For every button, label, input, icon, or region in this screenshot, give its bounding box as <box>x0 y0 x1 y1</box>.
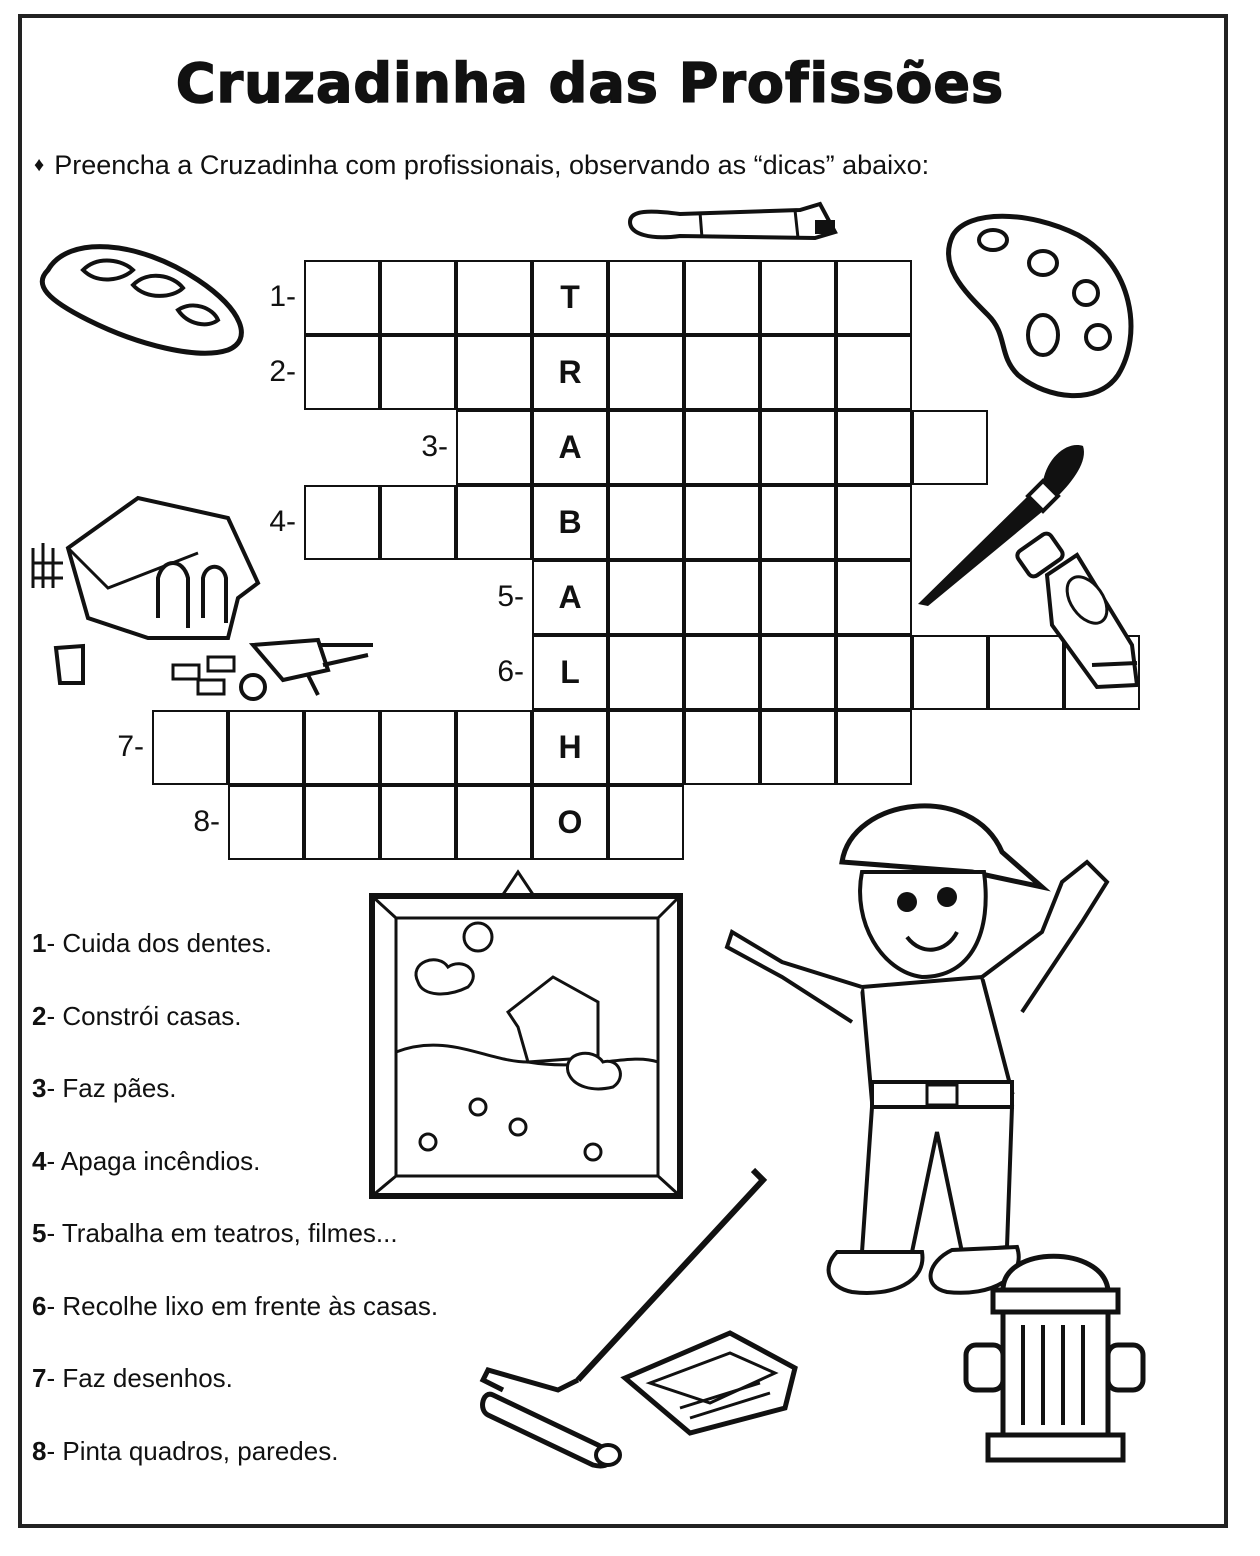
blank-cell[interactable] <box>228 710 304 785</box>
blank-cell[interactable] <box>304 485 380 560</box>
clue-number-label: 8- <box>193 805 220 838</box>
blank-cell[interactable] <box>760 410 836 485</box>
blank-cell[interactable] <box>152 710 228 785</box>
blank-cell[interactable] <box>608 335 684 410</box>
clue-text: - Cuida dos dentes. <box>46 928 272 958</box>
blank-cell[interactable] <box>684 410 760 485</box>
paint-tube-icon <box>620 192 845 252</box>
clue-item <box>32 1073 177 1104</box>
clue-number: 4 <box>32 1145 47 1176</box>
blank-cell[interactable] <box>836 260 912 335</box>
clue-number-label: 4- <box>269 505 296 538</box>
blank-cell[interactable] <box>380 710 456 785</box>
key-letter-cell: L <box>532 635 608 710</box>
clue-number: 3 <box>32 1073 47 1103</box>
clue-number: 1 <box>32 928 47 958</box>
clue-number-label: 5- <box>497 580 524 613</box>
blank-cell[interactable] <box>304 260 380 335</box>
clue-text: - Faz desenhos. <box>46 1363 233 1393</box>
clue-item <box>32 1146 260 1177</box>
blank-cell[interactable] <box>456 410 532 485</box>
blank-cell[interactable] <box>456 710 532 785</box>
page-title: Cruzadinha das Profissões <box>175 52 1005 115</box>
clue-item <box>32 1218 398 1249</box>
blank-cell[interactable] <box>836 410 912 485</box>
blank-cell[interactable] <box>684 485 760 560</box>
instruction-label: Preencha a Cruzadinha com profissionais, observando as “dicas” abaixo: <box>54 150 930 180</box>
key-letter-cell: O <box>532 785 608 860</box>
key-letter-cell: H <box>532 710 608 785</box>
clue-text: - Apaga incêndios. <box>46 1145 261 1176</box>
blank-cell[interactable] <box>836 560 912 635</box>
paint-palette-icon <box>938 205 1148 405</box>
clue-number-label: 6- <box>497 655 524 688</box>
clue-text: - Trabalha em teatros, filmes... <box>46 1218 398 1248</box>
clue-text: - Pinta quadros, paredes. <box>46 1435 339 1466</box>
clue-item <box>32 928 272 959</box>
bread-icon <box>28 230 253 360</box>
blank-cell[interactable] <box>608 260 684 335</box>
blank-cell[interactable] <box>760 335 836 410</box>
clue-number-label: 7- <box>117 730 144 763</box>
clue-item <box>32 1436 338 1467</box>
clue-item <box>32 1291 438 1322</box>
clue-number: 7 <box>32 1363 47 1393</box>
clue-number-label: 2- <box>269 355 296 388</box>
blank-cell[interactable] <box>760 485 836 560</box>
blank-cell[interactable] <box>608 710 684 785</box>
key-letter-cell: R <box>532 335 608 410</box>
clue-number: 5 <box>32 1218 47 1248</box>
clue-number: 8 <box>32 1435 47 1466</box>
clue-number: 6 <box>32 1290 47 1321</box>
clue-text: - Faz pães. <box>46 1073 177 1103</box>
blank-cell[interactable] <box>760 635 836 710</box>
key-letter-cell: A <box>532 560 608 635</box>
blank-cell[interactable] <box>304 335 380 410</box>
dustpan-icon <box>620 1328 805 1438</box>
blank-cell[interactable] <box>684 560 760 635</box>
blank-cell[interactable] <box>608 410 684 485</box>
blank-cell[interactable] <box>836 485 912 560</box>
clue-item <box>32 1001 242 1032</box>
blank-cell[interactable] <box>836 335 912 410</box>
blank-cell[interactable] <box>380 335 456 410</box>
blank-cell[interactable] <box>760 260 836 335</box>
bullet-icon: ♦ <box>34 154 45 176</box>
blank-cell[interactable] <box>456 785 532 860</box>
clue-text: - Recolhe lixo em frente às casas. <box>46 1290 439 1321</box>
blank-cell[interactable] <box>912 635 988 710</box>
blank-cell[interactable] <box>608 485 684 560</box>
key-letter-cell: B <box>532 485 608 560</box>
blank-cell[interactable] <box>608 560 684 635</box>
blank-cell[interactable] <box>304 785 380 860</box>
blank-cell[interactable] <box>304 710 380 785</box>
blank-cell[interactable] <box>608 785 684 860</box>
blank-cell[interactable] <box>380 785 456 860</box>
clue-number-label: 3- <box>421 430 448 463</box>
blank-cell[interactable] <box>456 260 532 335</box>
blank-cell[interactable] <box>456 485 532 560</box>
fire-hydrant-icon <box>958 1235 1148 1470</box>
key-letter-cell: T <box>532 260 608 335</box>
blank-cell[interactable] <box>684 260 760 335</box>
clue-number-label: 1- <box>269 280 296 313</box>
wheelbarrow-icon <box>168 625 378 705</box>
clue-item <box>32 1363 233 1394</box>
clue-text: - Constrói casas. <box>46 1000 242 1031</box>
paint-tube-small-icon <box>1012 525 1147 695</box>
clue-number: 2 <box>32 1000 47 1031</box>
blank-cell[interactable] <box>684 335 760 410</box>
blank-cell[interactable] <box>608 635 684 710</box>
blank-cell[interactable] <box>228 785 304 860</box>
instruction-text <box>34 150 929 181</box>
blank-cell[interactable] <box>760 560 836 635</box>
blank-cell[interactable] <box>836 635 912 710</box>
blank-cell[interactable] <box>380 485 456 560</box>
blank-cell[interactable] <box>380 260 456 335</box>
framed-picture-icon <box>368 862 686 1202</box>
blank-cell[interactable] <box>456 335 532 410</box>
blank-cell[interactable] <box>684 635 760 710</box>
key-letter-cell: A <box>532 410 608 485</box>
